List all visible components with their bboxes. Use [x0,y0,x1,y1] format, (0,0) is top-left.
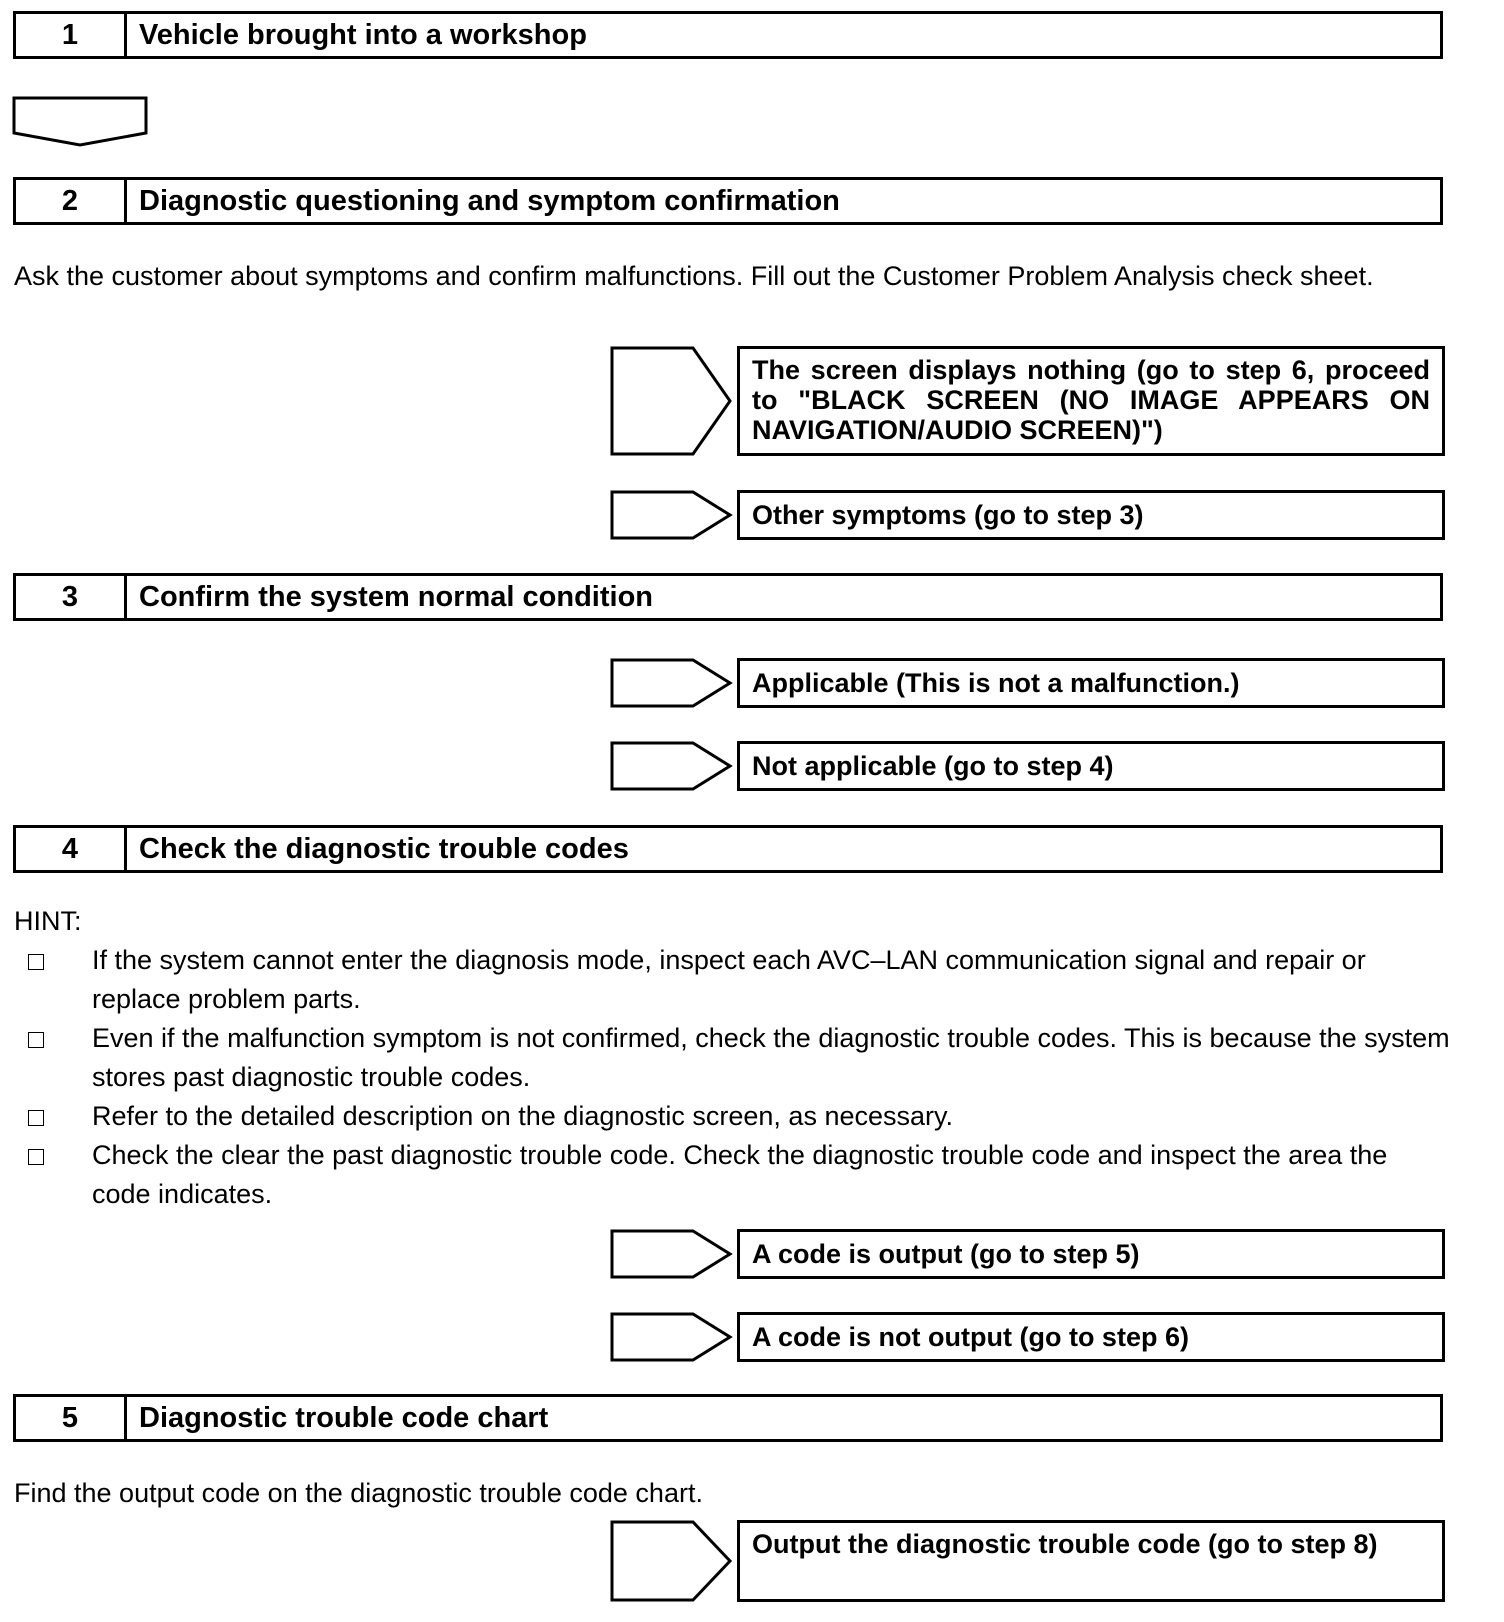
step-title: Confirm the system normal condition [139,580,653,613]
hint-label: HINT: [14,906,82,936]
branch-result: A code is not output (go to step 6) [737,1312,1445,1362]
step-number: 4 [16,828,127,870]
step-title: Diagnostic questioning and symptom confirmation [139,184,840,217]
hint-text: Refer to the detailed description on the diagnostic screen, as necessary. [92,1101,953,1131]
step-number: 5 [16,1397,127,1439]
bullet-square-icon [14,941,92,1019]
branch-not-applicable [610,741,1445,791]
branch-result: Other symptoms (go to step 3) [737,490,1445,540]
hint-item [14,1019,1450,1097]
step-5-instructions: Find the output code on the diagnostic trouble code chart. [14,1478,703,1508]
bullet-square-icon [14,1097,92,1136]
branch-applicable [610,658,1445,708]
branch-code-output [610,1229,1445,1279]
step-2-instructions: Ask the customer about symptoms and confirm malfunctions. Fill out the Customer Problem Analysis check sheet. [14,261,1374,291]
branch-result: Not applicable (go to step 4) [737,741,1445,791]
right-arrow-icon [610,1520,735,1602]
step-number: 1 [16,14,127,56]
step-title: Vehicle brought into a workshop [139,18,587,51]
step-3-header [13,573,1443,621]
bullet-square-icon [14,1136,92,1214]
right-arrow-icon [610,346,735,456]
hint-section [14,902,1450,1214]
bullet-square-icon [14,1019,92,1097]
right-arrow-icon [610,1229,735,1279]
hint-item [14,1097,1450,1136]
right-arrow-icon [610,490,735,540]
hint-text: Even if the malfunction symptom is not confirmed, check the diagnostic trouble codes. This is because the system stores past diagnostic trouble codes. [92,1023,1450,1092]
step-5-header [13,1394,1443,1442]
branch-output-dtc [610,1520,1445,1602]
hint-text: If the system cannot enter the diagnosis mode, inspect each AVC–LAN communication signal and repair or replace problem parts. [92,945,1366,1014]
branch-result: A code is output (go to step 5) [737,1229,1445,1279]
right-arrow-icon [610,1312,735,1362]
step-title: Check the diagnostic trouble codes [139,832,629,865]
right-arrow-icon [610,741,735,791]
hint-text: Check the clear the past diagnostic trouble code. Check the diagnostic trouble code and inspect the area the code indicates. [92,1140,1388,1209]
branch-code-not-output [610,1312,1445,1362]
branch-black-screen [610,346,1445,456]
branch-other-symptoms [610,490,1445,540]
branch-result: Output the diagnostic trouble code (go to step 8) [737,1520,1445,1602]
branch-result: The screen displays nothing (go to step 6, proceed to "BLACK SCREEN (NO IMAGE APPEARS ON NAVIGATION/AUDIO SCREEN)") [737,346,1445,456]
step-1-header [13,11,1443,59]
right-arrow-icon [610,658,735,708]
step-number: 2 [16,180,127,222]
step-title: Diagnostic trouble code chart [139,1401,549,1434]
step-number: 3 [16,576,127,618]
down-arrow-icon [12,96,148,148]
branch-result: Applicable (This is not a malfunction.) [737,658,1445,708]
hint-item [14,941,1450,1019]
step-4-header [13,825,1443,873]
hint-item [14,1136,1450,1214]
step-2-header [13,177,1443,225]
